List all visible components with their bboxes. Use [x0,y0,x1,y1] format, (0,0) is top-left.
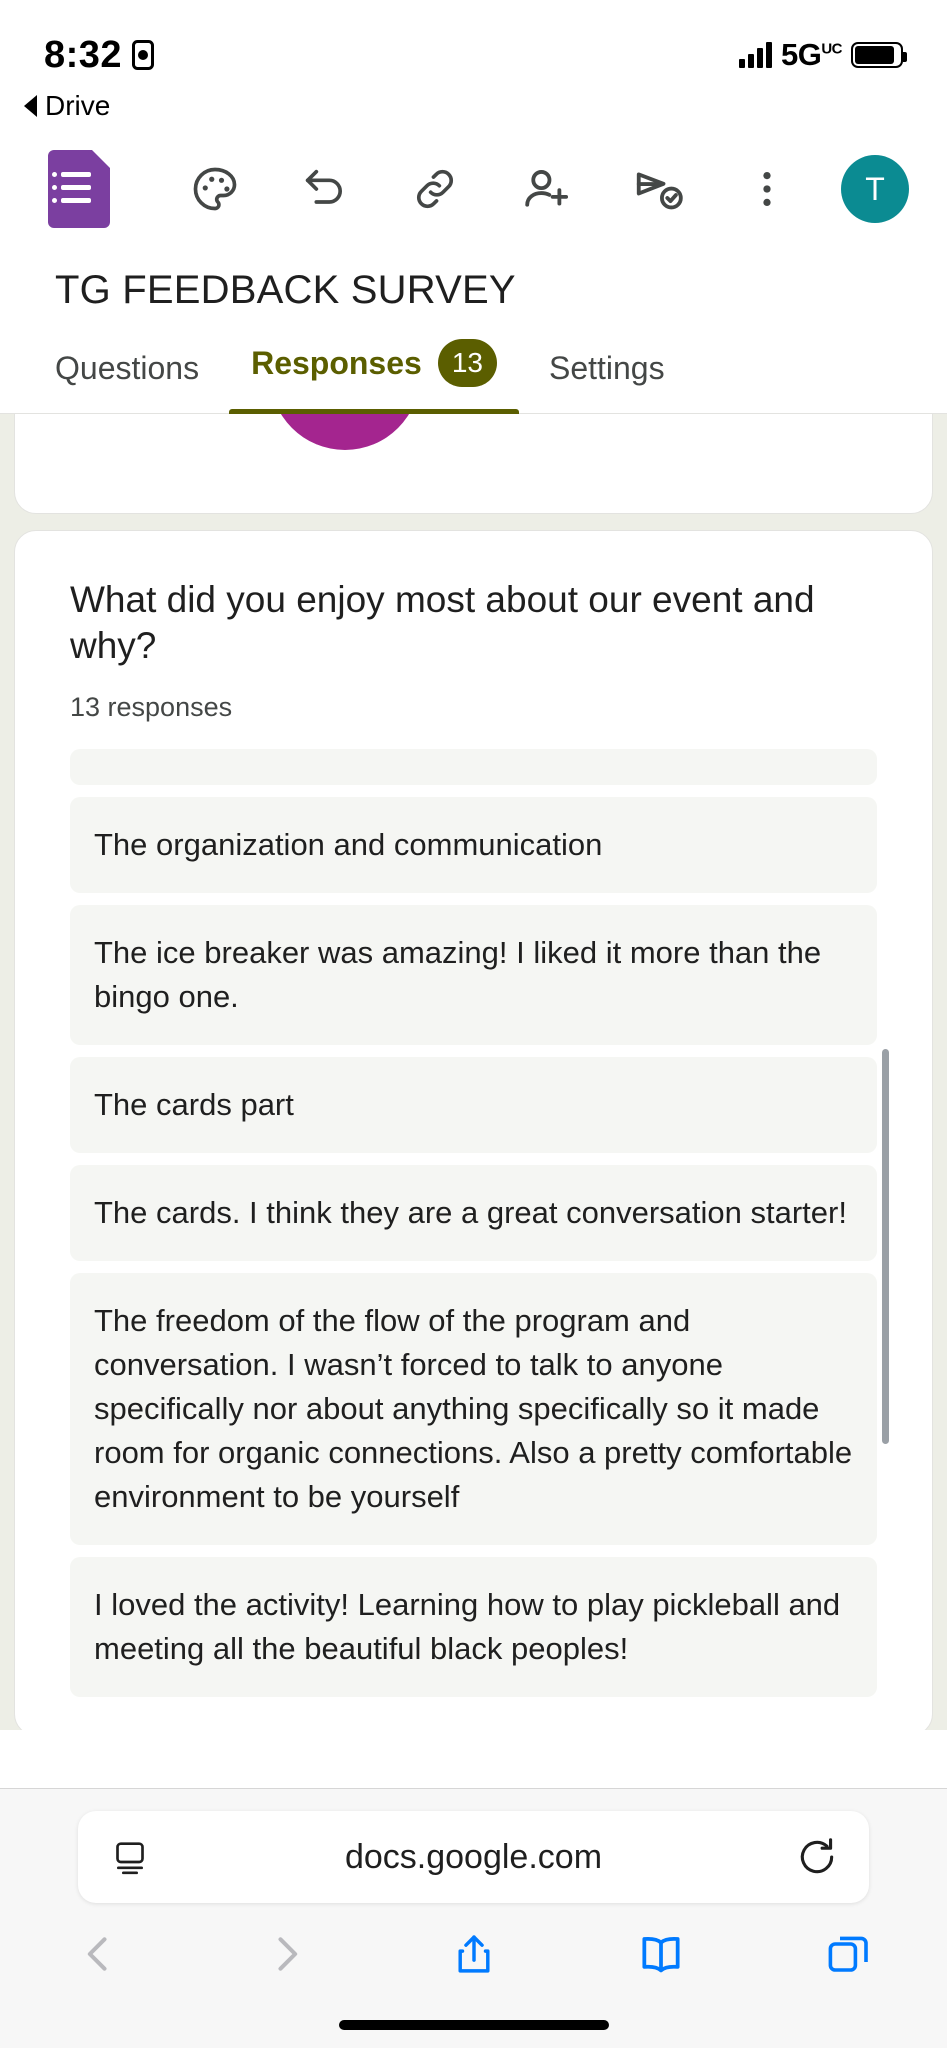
url-text: docs.google.com [344,1837,603,1876]
network-type-label: $5G^{UC}$ [780,37,842,72]
back-to-drive[interactable] [0,84,947,128]
question-text: What did you enjoy most about our event and why? [70,579,815,667]
back-triangle-icon [24,95,37,117]
back-to-drive-label: Drive [45,90,111,121]
tab-questions-label: Questions [55,350,200,386]
bookmarks-button[interactable] [616,1919,706,1989]
forward-button[interactable] [241,1919,331,1989]
list-item: The ice breaker was amazing! I liked it more than the bingo one. [70,905,877,1045]
alarm-icon [132,40,154,70]
status-time [44,34,154,77]
home-indicator [339,2020,609,2030]
response-count-label: 13 responses [70,691,233,722]
page-settings-icon[interactable] [108,1837,152,1877]
scrollbar[interactable] [882,1049,889,1444]
responses-count-badge: 13 [438,339,497,387]
tab-questions[interactable] [55,350,199,413]
status-bar [0,0,947,84]
forms-toolbar [0,128,947,250]
tabs-button[interactable] [803,1919,893,1989]
list-item: The cards part [70,1057,877,1153]
list-item: The organization and communication [70,797,877,893]
form-tabs [0,313,947,414]
back-button[interactable] [54,1919,144,1989]
signal-bars-icon [739,42,772,68]
tab-settings-label: Settings [548,350,665,386]
status-time-label: 8:32 [44,33,123,76]
chart-card-partial [14,414,933,514]
reload-icon[interactable] [795,1835,839,1879]
avatar-letter: T [865,170,885,207]
send-form-icon[interactable] [603,146,715,232]
share-button[interactable] [429,1919,519,1989]
question-response-card [14,530,933,1730]
link-icon[interactable] [380,146,490,232]
theme-palette-icon[interactable] [160,146,270,232]
list-item: I loved the activity! Learning how to play pickleball and meeting all the beautiful black peoples! [70,1557,877,1697]
tab-settings[interactable] [549,350,665,413]
list-item: The cards. I think they are a great conversation starter! [70,1165,877,1261]
avatar[interactable] [841,155,909,223]
responses-scroll-area[interactable] [0,414,947,1730]
status-indicators [739,37,903,73]
tab-responses-label: Responses [251,344,422,381]
google-forms-icon[interactable] [48,150,110,228]
safari-bottom-bar [0,1788,947,2048]
list-item [70,749,877,785]
undo-icon[interactable] [270,146,380,232]
address-bar[interactable] [78,1811,869,1903]
tab-responses[interactable] [251,339,497,413]
safari-toolbar [0,1903,947,1989]
battery-icon [851,42,903,68]
response-list [70,749,877,1697]
add-collaborator-icon[interactable] [491,146,603,232]
more-options-icon[interactable] [715,146,819,232]
page-title: TG FEEDBACK SURVEY [55,268,516,312]
list-item: The freedom of the flow of the program and conversation. I wasn’t forced to talk to anyone specifically nor about anything specifically so it made room for organic connections. Also a pretty comfortable environment to be yourself [70,1273,877,1545]
pie-chart-fragment [270,414,420,450]
